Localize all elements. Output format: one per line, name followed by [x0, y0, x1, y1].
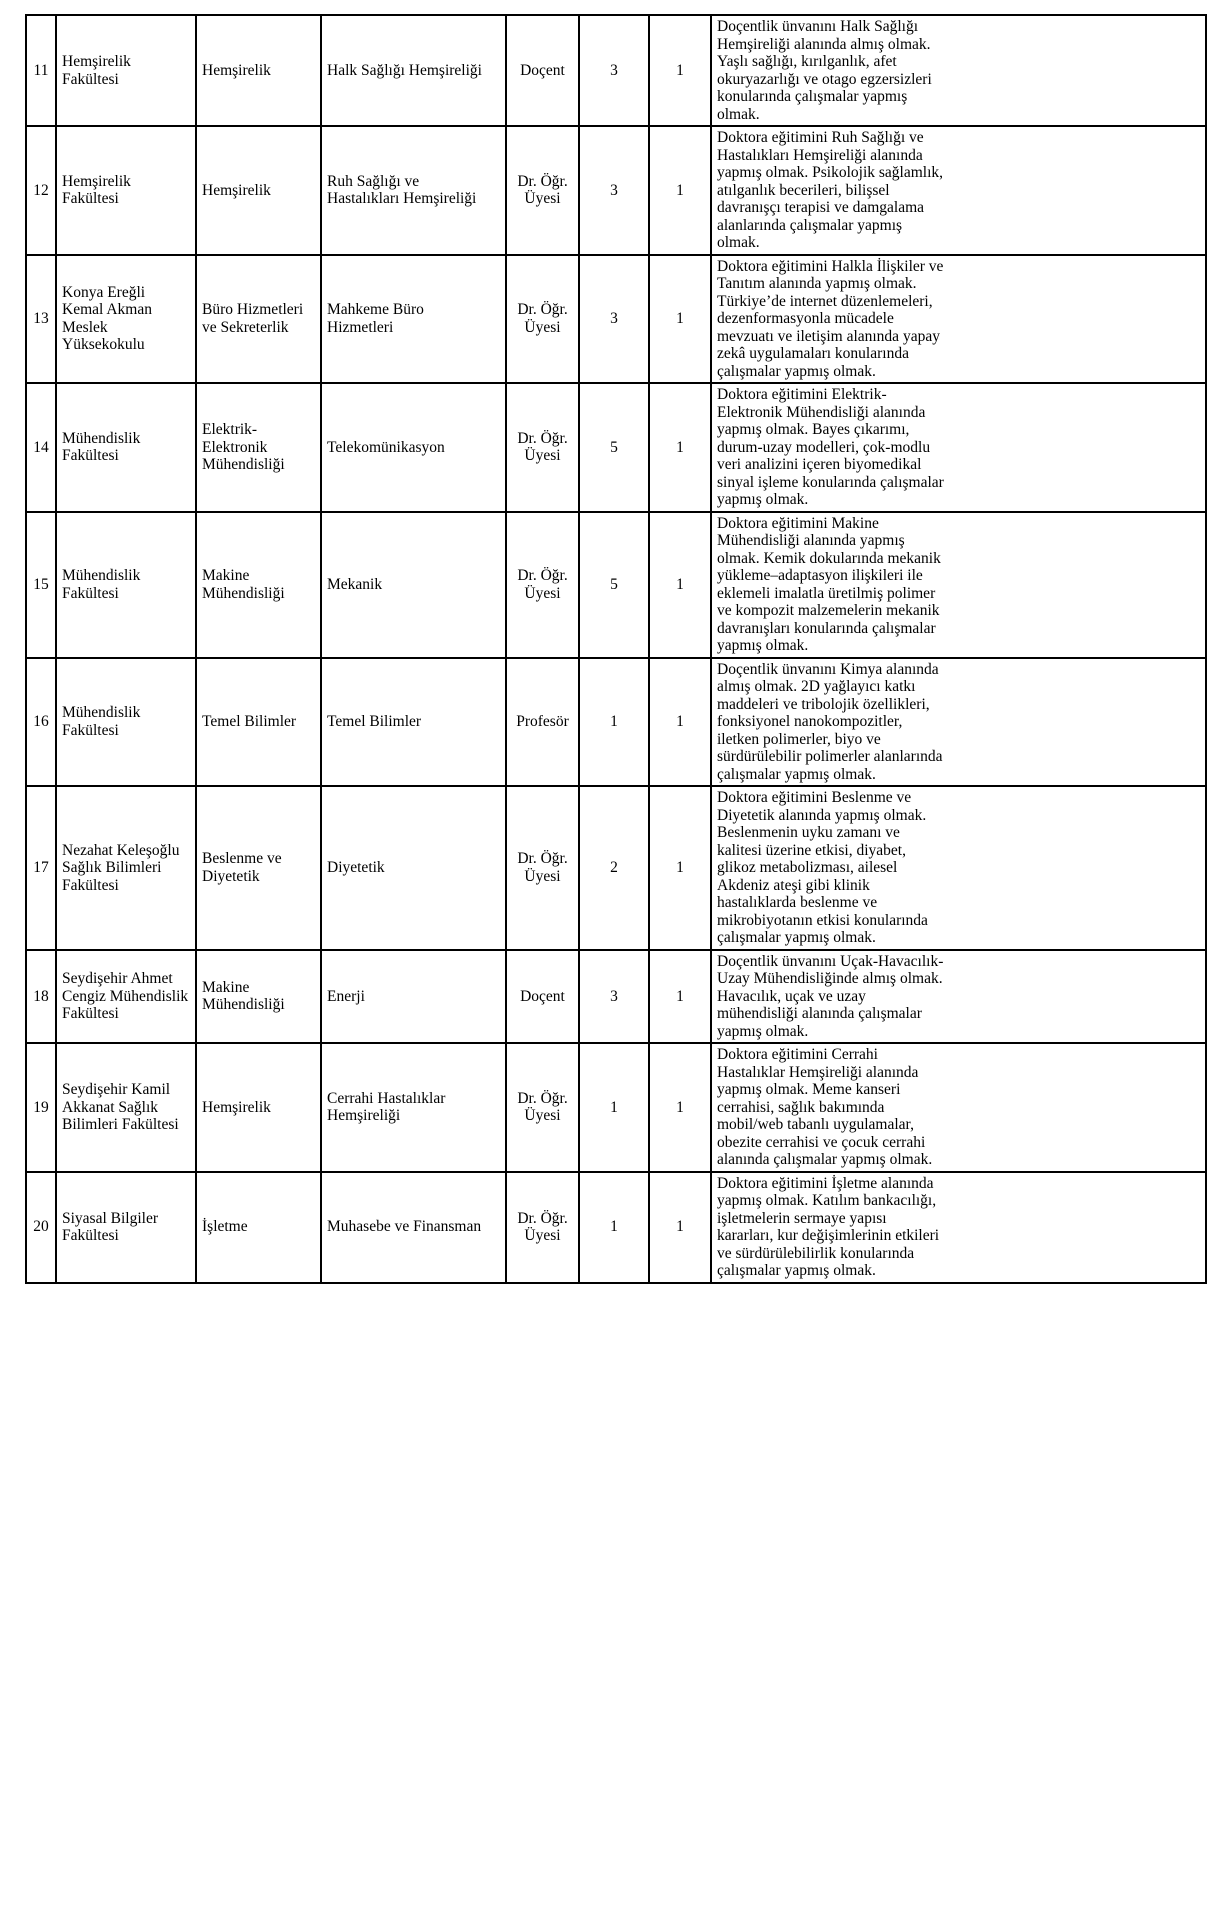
cell-title: Doçent — [506, 950, 579, 1044]
cell-count: 1 — [649, 658, 711, 787]
table-row — [26, 126, 1206, 255]
cell-title: Dr. Öğr. Üyesi — [506, 383, 579, 512]
cell-title: Dr. Öğr. Üyesi — [506, 786, 579, 950]
table-row — [26, 658, 1206, 787]
cell-description: Doktora eğitimini Elektrik- Elektronik Mühendisliği alanında yapmış olmak. Bayes çıkarımı, durum-uzay modelleri, çok-modlu veri analizini içeren biyomedikal sinyal işleme konularında çalışmalar yapmış olmak. — [711, 383, 1206, 512]
cell-count: 1 — [649, 126, 711, 255]
cell-count: 1 — [649, 950, 711, 1044]
cell-degree: 5 — [579, 383, 649, 512]
cell-description: Doktora eğitimini Ruh Sağlığı ve Hastalıkları Hemşireliği alanında yapmış olmak. Psikolojik sağlamlık, atılganlık becerileri, bilişsel davranışçı terapisi ve damgalama alanlarında çalışmalar yapmış olmak. — [711, 126, 1206, 255]
cell-description: Doktora eğitimini Beslenme ve Diyetetik alanında yapmış olmak. Beslenmenin uyku zamanı ve kalitesi üzerine etkisi, diyabet, glikoz metabolizması, ailesel Akdeniz ateşi gibi klinik hastalıklarda beslenme ve mikrobiyotanın etkisi konularında çalışmalar yapmış olmak. — [711, 786, 1206, 950]
cell-degree: 1 — [579, 658, 649, 787]
cell-title: Dr. Öğr. Üyesi — [506, 255, 579, 384]
cell-program: Ruh Sağlığı ve Hastalıkları Hemşireliği — [321, 126, 506, 255]
cell-program: Halk Sağlığı Hemşireliği — [321, 15, 506, 126]
cell-row-number: 20 — [26, 1172, 56, 1283]
cell-degree: 3 — [579, 15, 649, 126]
cell-title: Dr. Öğr. Üyesi — [506, 1043, 579, 1172]
cell-degree: 2 — [579, 786, 649, 950]
cell-count: 1 — [649, 15, 711, 126]
cell-department: Makine Mühendisliği — [196, 950, 321, 1044]
cell-description: Doçentlik ünvanını Kimya alanında almış olmak. 2D yağlayıcı katkı maddeleri ve tribolojik özellikleri, fonksiyonel nanokompozitler, iletken polimerler, biyo ve sürdürülebilir polimerler alanlarında çalışmalar yapmış olmak. — [711, 658, 1206, 787]
cell-description: Doçentlik ünvanını Halk Sağlığı Hemşireliği alanında almış olmak. Yaşlı sağlığı, kırılganlık, afet okuryazarlığı ve otago egzersizleri konularında çalışmalar yapmış olmak. — [711, 15, 1206, 126]
cell-title: Dr. Öğr. Üyesi — [506, 1172, 579, 1283]
cell-count: 1 — [649, 1043, 711, 1172]
cell-department: Temel Bilimler — [196, 658, 321, 787]
cell-row-number: 17 — [26, 786, 56, 950]
cell-count: 1 — [649, 383, 711, 512]
cell-row-number: 12 — [26, 126, 56, 255]
cell-row-number: 11 — [26, 15, 56, 126]
cell-faculty: Hemşirelik Fakültesi — [56, 126, 196, 255]
cell-faculty: Seydişehir Ahmet Cengiz Mühendislik Fakültesi — [56, 950, 196, 1044]
cell-title: Dr. Öğr. Üyesi — [506, 512, 579, 658]
cell-department: Hemşirelik — [196, 15, 321, 126]
cell-faculty: Nezahat Keleşoğlu Sağlık Bilimleri Fakültesi — [56, 786, 196, 950]
cell-department: Hemşirelik — [196, 126, 321, 255]
cell-faculty: Mühendislik Fakültesi — [56, 383, 196, 512]
cell-count: 1 — [649, 512, 711, 658]
cell-faculty: Seydişehir Kamil Akkanat Sağlık Bilimleri Fakültesi — [56, 1043, 196, 1172]
table-row — [26, 255, 1206, 384]
table-row — [26, 383, 1206, 512]
cell-program: Muhasebe ve Finansman — [321, 1172, 506, 1283]
cell-program: Temel Bilimler — [321, 658, 506, 787]
cell-faculty: Siyasal Bilgiler Fakültesi — [56, 1172, 196, 1283]
cell-title: Dr. Öğr. Üyesi — [506, 126, 579, 255]
cell-degree: 3 — [579, 126, 649, 255]
table-row — [26, 15, 1206, 126]
cell-row-number: 16 — [26, 658, 56, 787]
cell-faculty: Mühendislik Fakültesi — [56, 512, 196, 658]
cell-program: Telekomünikasyon — [321, 383, 506, 512]
cell-program: Diyetetik — [321, 786, 506, 950]
cell-degree: 3 — [579, 255, 649, 384]
cell-department: Hemşirelik — [196, 1043, 321, 1172]
cell-faculty: Hemşirelik Fakültesi — [56, 15, 196, 126]
cell-degree: 1 — [579, 1043, 649, 1172]
cell-degree: 1 — [579, 1172, 649, 1283]
table-row — [26, 1043, 1206, 1172]
cell-description: Doçentlik ünvanını Uçak-Havacılık- Uzay Mühendisliğinde almış olmak. Havacılık, uçak ve uzay mühendisliği alanında çalışmalar yapmış olmak. — [711, 950, 1206, 1044]
cell-description: Doktora eğitimini Makine Mühendisliği alanında yapmış olmak. Kemik dokularında mekanik yükleme–adaptasyon ilişkileri ile eklemeli imalatla üretilmiş polimer ve kompozit malzemelerin mekanik davranışları konularında çalışmalar yapmış olmak. — [711, 512, 1206, 658]
cell-degree: 3 — [579, 950, 649, 1044]
cell-count: 1 — [649, 1172, 711, 1283]
table-row — [26, 1172, 1206, 1283]
cell-program: Mahkeme Büro Hizmetleri — [321, 255, 506, 384]
cell-program: Mekanik — [321, 512, 506, 658]
cell-count: 1 — [649, 255, 711, 384]
cell-row-number: 14 — [26, 383, 56, 512]
cell-description: Doktora eğitimini Halkla İlişkiler ve Tanıtım alanında yapmış olmak. Türkiye’de internet düzenlemeleri, dezenformasyonla mücadele mevzuatı ve iletişim alanında yapay zekâ uygulamaları konularında çalışmalar yapmış olmak. — [711, 255, 1206, 384]
cell-count: 1 — [649, 786, 711, 950]
table-row — [26, 950, 1206, 1044]
academic-positions-table — [25, 14, 1207, 1284]
cell-department: Büro Hizmetleri ve Sekreterlik — [196, 255, 321, 384]
table-body — [26, 15, 1206, 1283]
cell-department: Beslenme ve Diyetetik — [196, 786, 321, 950]
cell-row-number: 15 — [26, 512, 56, 658]
cell-title: Doçent — [506, 15, 579, 126]
cell-title: Profesör — [506, 658, 579, 787]
cell-row-number: 19 — [26, 1043, 56, 1172]
cell-department: Makine Mühendisliği — [196, 512, 321, 658]
cell-program: Enerji — [321, 950, 506, 1044]
cell-program: Cerrahi Hastalıklar Hemşireliği — [321, 1043, 506, 1172]
cell-description: Doktora eğitimini İşletme alanında yapmış olmak. Katılım bankacılığı, işletmelerin sermaye yapısı kararları, kur değişimlerinin etkileri ve sürdürülebilirlik konularında çalışmalar yapmış olmak. — [711, 1172, 1206, 1283]
table-row — [26, 512, 1206, 658]
cell-department: İşletme — [196, 1172, 321, 1283]
cell-description: Doktora eğitimini Cerrahi Hastalıklar Hemşireliği alanında yapmış olmak. Meme kanseri cerrahisi, sağlık bakımında mobil/web tabanlı uygulamalar, obezite cerrahisi ve çocuk cerrahi alanında çalışmalar yapmış olmak. — [711, 1043, 1206, 1172]
cell-department: Elektrik- Elektronik Mühendisliği — [196, 383, 321, 512]
cell-row-number: 13 — [26, 255, 56, 384]
cell-degree: 5 — [579, 512, 649, 658]
table-row — [26, 786, 1206, 950]
cell-faculty: Mühendislik Fakültesi — [56, 658, 196, 787]
cell-faculty: Konya Ereğli Kemal Akman Meslek Yüksekokulu — [56, 255, 196, 384]
cell-row-number: 18 — [26, 950, 56, 1044]
